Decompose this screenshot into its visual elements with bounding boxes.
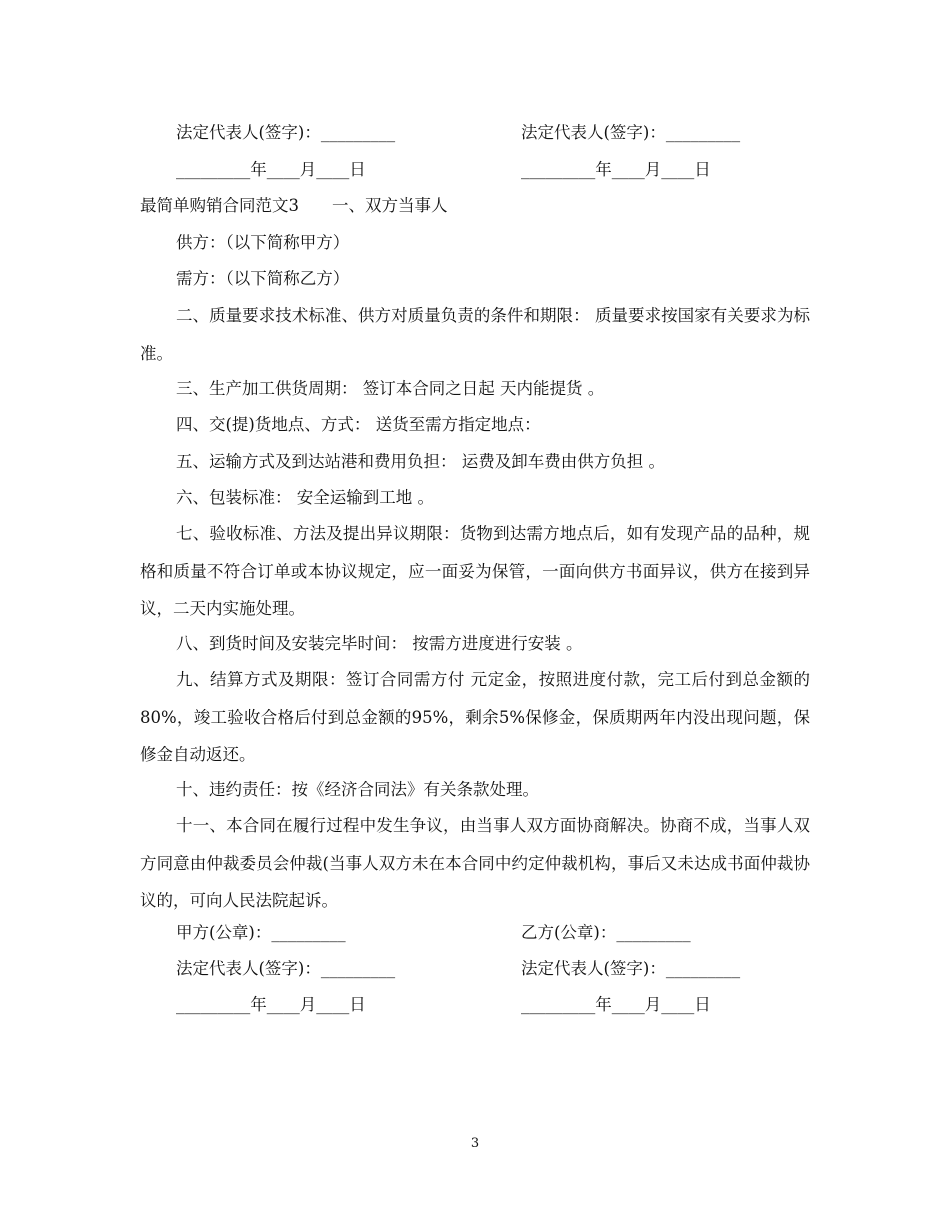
bottom-left-representative: 法定代表人(签字)：_________ — [176, 959, 396, 978]
top-left-representative: 法定代表人(签字)：_________ — [176, 123, 396, 142]
section-heading: 最简单购销合同范文3 一、双方当事人 — [140, 196, 448, 215]
clause-5: 五、运输方式及到达站港和费用负担： 运费及卸车费由供方负担 。 — [176, 452, 665, 471]
bottom-right-representative: 法定代表人(签字)：_________ — [521, 959, 741, 978]
clause-9: 九、结算方式及期限：签订合同需方付 元定金，按照进度付款，完工后付到总金额的80%，竣工验收合格后付到总金额的95%，剩余5%保修金，保质期两年内没出现问题，保修金自动返还。 — [140, 670, 810, 764]
top-right-representative: 法定代表人(签字)：_________ — [521, 123, 741, 142]
clause-3: 三、生产加工供货周期： 签订本合同之日起 天内能提货 。 — [176, 379, 605, 398]
bottom-right-date: _________年____月____日 — [521, 995, 711, 1014]
top-right-date: _________年____月____日 — [521, 160, 711, 179]
top-left-date: _________年____月____日 — [176, 160, 366, 179]
buyer-line: 需方：（以下简称乙方） — [176, 269, 350, 288]
clause-2: 二、质量要求技术标准、供方对质量负责的条件和期限： 质量要求按国家有关要求为标准。 — [140, 306, 810, 363]
clause-4: 四、交(提)货地点、方式： 送货至需方指定地点： — [176, 415, 541, 434]
clause-6: 六、包装标准： 安全运输到工地 。 — [176, 488, 434, 507]
supplier-line: 供方：（以下简称甲方） — [176, 233, 350, 252]
clause-7: 七、验收标准、方法及提出异议期限：货物到达需方地点后，如有发现产品的品种，规格和质量不符合订单或本协议规定，应一面妥为保管，一面向供方书面异议，供方在接到异议，二天内实施处理。 — [140, 524, 810, 618]
page-number: 3 — [470, 1136, 480, 1151]
bottom-left-date: _________年____月____日 — [176, 995, 366, 1014]
party-a-seal: 甲方(公章)：_________ — [176, 923, 346, 942]
clause-11: 十一、本合同在履行过程中发生争议，由当事人双方面协商解决。协商不成，当事人双方同意由仲裁委员会仲裁(当事人双方未在本合同中约定仲裁机构，事后又未达成书面仲裁协议的，可向人民法院起诉。 — [140, 816, 810, 910]
party-b-seal: 乙方(公章)：_________ — [521, 923, 691, 942]
clause-8: 八、到货时间及安装完毕时间： 按需方进度进行安装 。 — [176, 634, 583, 653]
clause-10: 十、违约责任：按《经济合同法》有关条款处理。 — [176, 780, 539, 799]
